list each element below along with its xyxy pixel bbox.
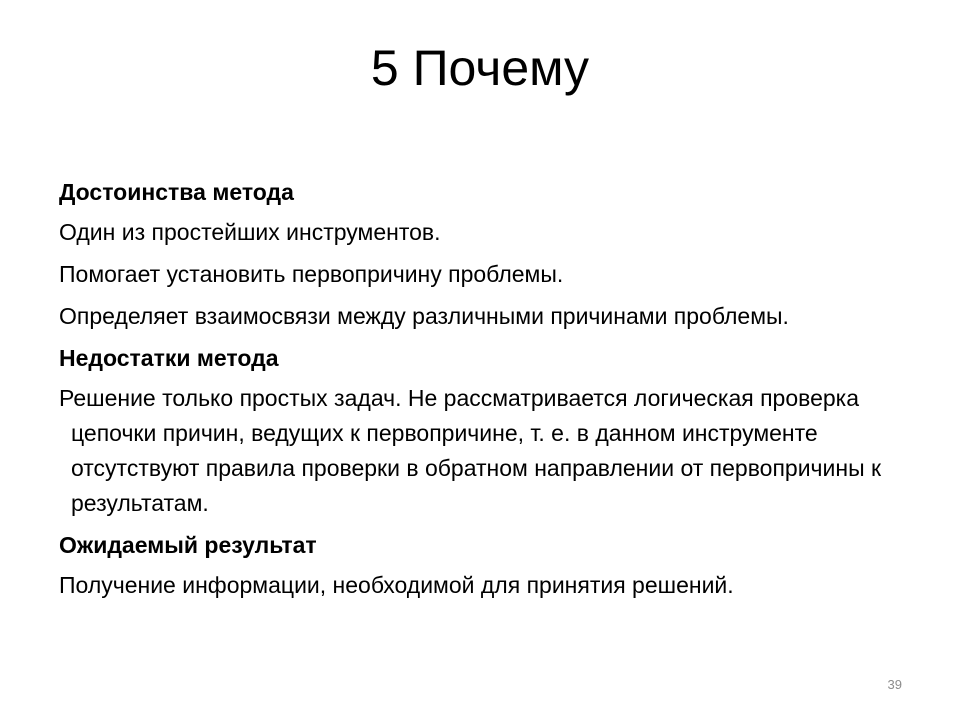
section-heading-expected-result: Ожидаемый результат: [59, 532, 317, 558]
advantage-item: Определяет взаимосвязи между различными причинами проблемы.: [59, 303, 789, 329]
slide-content: [59, 175, 899, 604]
advantage-item: Помогает установить первопричину проблемы.: [59, 261, 564, 287]
disadvantage-item: Решение только простых задач. Не рассматривается логическая проверка цепочки причин, ведущих к первопричине, т. е. в данном инструменте отсутствуют правила проверки в обратном направлении от первопричины к результатам.: [59, 385, 882, 516]
expected-result-item: Получение информации, необходимой для принятия решений.: [59, 572, 734, 598]
slide-title: 5 Почему: [370, 40, 590, 96]
page-number: 39: [887, 677, 902, 692]
advantage-item: Один из простейших инструментов.: [59, 219, 441, 245]
section-heading-disadvantages: Недостатки метода: [59, 345, 279, 371]
section-heading-advantages: Достоинства метода: [59, 179, 294, 205]
